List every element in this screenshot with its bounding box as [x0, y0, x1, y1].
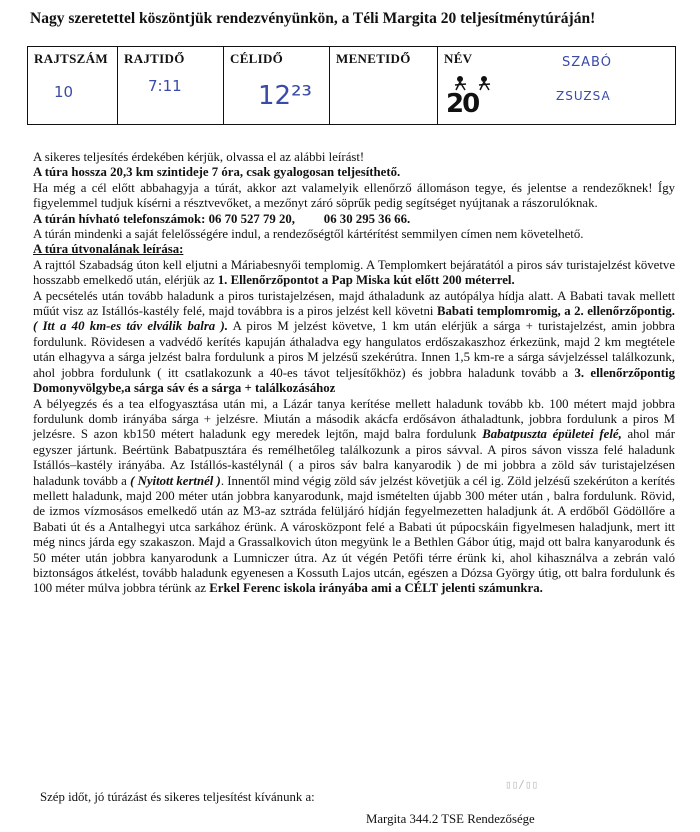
celido-cell [224, 47, 330, 125]
route-3-text-a: A bélyegzés és a tea elfogyasztása után mi, a Lázár tanya kerítése mellett haladunk tovább kb. 100 métert majd jobbra fordulunk domb irányába sárga + jelzésre. Miután a második akácfa erdősávon áthaladtunk, jobbra fordulunk a piros M jelzésre. S azon kb150 métert haladunk egy meredek lejtőn, majd balra fordulunk [33, 396, 675, 442]
intro-paragraph: A sikeres teljesítés érdekében kérjük, olvassa el az alábbi leírást! [33, 150, 365, 164]
organizer-signature: Margita 344.2 TSE Rendezősége [366, 812, 535, 826]
babatpuszta-note: Babatpuszta épületei felé, [482, 427, 622, 442]
route-2-text-a: A pecsételés után tovább haladunk a piros turistajelzésen, majd áthaladunk az autópálya hídja alatt. A Babati tavak mellett műút visz az Istállós-kastély felé, majd továbbra is a piros jelzést kell követni [33, 288, 675, 319]
checkpoint-3: 3. ellenőrzőpontig Domonyvölgybe,a sárga sáv és a sárga + találkozásához [33, 365, 676, 396]
page-title: Nagy szeretettel köszöntjük rendezvényünkön, a Téli Margita 20 teljesítménytúráján! [30, 10, 596, 27]
route-paragraph-2 [33, 289, 675, 397]
celido-value: 12²³ [258, 81, 312, 111]
phones-label: A túrán hívható telefonszámok: [33, 211, 206, 226]
rajtido-header: RAJTIDŐ [124, 51, 185, 66]
rajtszam-header: RAJTSZÁM [34, 51, 108, 66]
nev-header: NÉV [444, 51, 473, 66]
route-paragraph-1 [33, 258, 675, 289]
celido-header: CÉLIDŐ [230, 51, 284, 66]
rajtido-value: 7:11 [148, 77, 182, 95]
margita-20-logo: 20 [446, 89, 479, 119]
route-heading: A túra útvonalának leírása: [33, 242, 184, 257]
nev-cell [438, 47, 676, 125]
tour-length-paragraph: A túra hossza 20,3 km szintideje 7 óra, csak gyalogosan teljesíthető. [33, 165, 401, 180]
route-paragraph-3 [33, 397, 675, 597]
rajtido-cell [118, 47, 224, 125]
faint-stamp-mark: ▯▯/▯▯ [505, 778, 539, 791]
phone-number-1: 06 70 527 79 20, [208, 211, 295, 226]
split-note: ( Itt a 40 km-es táv elválik balra ). [33, 319, 228, 334]
route-3-text-c: . Innentől mind végig zöld sáv jelzést követjük a cél ig. Zöld jelzésű szekérúton a kerítés mellett haladunk, majd 200 méter után jobbra kanyarodunk, majd ismételten újabb 300 méter után , balra fordulunk. Rövid, de izmos vízmosásos emelkedő után az M3-az sztráda felüljáró hídján fegyelmezetten haladjunk át. A erdőből Gödöllőre a Babati út és a Antalhegyi utca sarkához érünk. A városközpont felé a Babati út púpocskáin figyelmesen haladjunk, mert itt még nincs járda egy szakaszon. Majd a Grassalkovich úton megyünk le a Bethlen Gábor útig, majd ott balra kanyarodunk és 50 méter után jobbra kanyarodunk a Lumniczer útra. Az út végén Petőfi térre érünk ki, ahol kihasználva a zebrán való biztonságos átkelést, tovább haladunk egyenesen a Kossuth Lajos utcán, egészen a Dózsa György útig, ott balra fordulunk és 100 méter múlva jobbra térünk az [33, 473, 676, 596]
phone-number-2: 06 30 295 36 66. [323, 211, 411, 226]
route-2-text-b: A piros M jelzést követve, 1 km után elérjük a sárga + turistajelzést, amin jobbra fordulunk. Rövidesen a vadvédő kerítés kapuján áthaladva egy hangulatos erdőszakaszhoz érkezünk, majd 2 km megtétele után elhagyva a sárga jelzést balra fordulunk a piros M jelzésű szekérútra. Innen 1,5 km-re a sárga sávjelzéssel találkozunk, ahol jobbra fordulunk ( itt csatlakozunk a 40-es távot teljesítőkhöz) és jobbra haladunk tovább a [33, 319, 675, 380]
rajtszam-value: 10 [54, 83, 74, 101]
registration-card [27, 46, 676, 125]
finish-note: Erkel Ferenc iskola irányába ami a CÉLT jelenti számunkra. [209, 581, 543, 596]
info-text [33, 150, 675, 597]
checkpoint-2: Babati templomromig, a 2. ellenőrzőpontig. [436, 304, 676, 319]
phones-paragraph [33, 212, 675, 227]
rajtszam-cell [28, 47, 118, 125]
liability-paragraph: A túrán mindenki a saját felelősségére indul, a rendezőségtől kártérítést semmilyen címen nem követelhető. [33, 227, 584, 242]
footer-wish: Szép időt, jó túrázást és sikeres teljesítést kívánunk a: [40, 790, 315, 804]
checkpoint-1: 1. Ellenőrzőpontot a Pap Miska kút előtt 200 méterrel. [217, 273, 515, 288]
name-value-line1: SZABÓ [562, 55, 612, 70]
menetido-cell [330, 47, 438, 125]
route-3-text-b: ahol már egyszer jártunk. Beértünk Babatpusztára és remélhetőleg találkozunk a piros sávval. A piros sávon vissza felé haladunk Istállós–kastély irányába. Az Istállós-kastélynál ( a piros sáv balra kanyarodik ) de mi jobbra a zöld sáv turistajelzésen haladunk tovább a [33, 427, 675, 488]
open-garden-note: ( Nyitott kertnél ) [130, 473, 221, 488]
name-value-line2: ZSUZSA [556, 89, 611, 103]
route-1-text: A rajttól Szabadság úton kell eljutni a Máriabesnyői templomig. A Templomkert bejáratától a piros sáv turistajelzést követve hosszabb emelkedő után, elérjük az [33, 257, 675, 288]
withdrawal-paragraph: Ha még a cél előtt abbahagyja a túrát, akkor azt valamelyik ellenőrző állomáson tegye, és jelentse a rendezőknek! Így figyelemmel tudjuk kísérni a résztvevőket, a mezőnyt záró söprűk pedig segítséget nyújtanak a rászorulóknak. [33, 180, 675, 211]
menetido-header: MENETIDŐ [336, 51, 411, 66]
